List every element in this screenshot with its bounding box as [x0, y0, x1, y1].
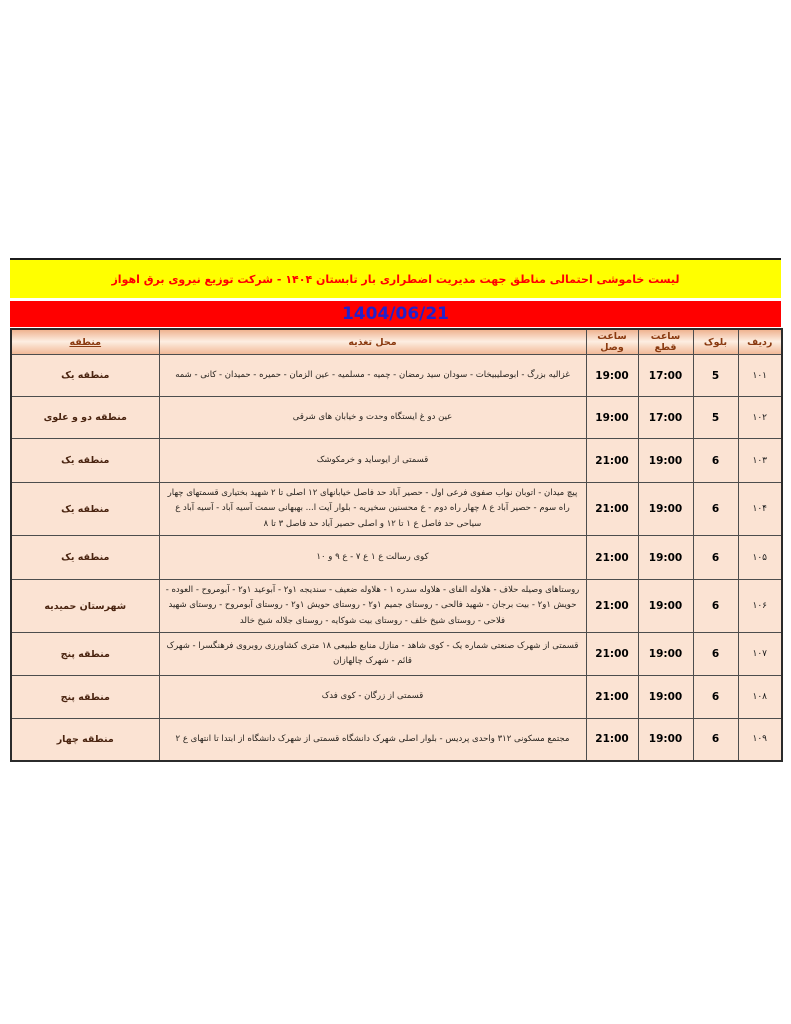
cut-time-cell: 19:00 [638, 676, 693, 719]
table-row [11, 580, 782, 633]
region-cell: منطقه دو و علوی [11, 397, 159, 439]
location-cell: مجتمع مسکونی ۳۱۲ واحدی پردیس - بلوار اصلی شهرک دانشگاه قسمتی از شهرک دانشگاه از ابتدا تا انتهای ع ۲ [159, 719, 586, 761]
region-cell: منطقه یک [11, 355, 159, 397]
restore-time-cell: 21:00 [586, 633, 638, 676]
row-number-cell: ۱۰۳ [738, 439, 782, 483]
block-cell: 6 [693, 439, 738, 483]
block-cell: 6 [693, 536, 738, 580]
table-row [11, 483, 782, 536]
region-cell: منطقه یک [11, 536, 159, 580]
date-banner: 1404/06/21 [10, 301, 781, 327]
restore-time-cell: 21:00 [586, 580, 638, 633]
region-cell: منطقه یک [11, 483, 159, 536]
table-row [11, 439, 782, 483]
location-cell: عین دو غ ایستگاه وحدت و خیابان های شرقی [159, 397, 586, 439]
block-cell: 5 [693, 355, 738, 397]
document-page [10, 258, 781, 762]
table-row [11, 397, 782, 439]
header-block: بلوک [693, 329, 738, 355]
region-cell: منطقه چهار [11, 719, 159, 761]
region-cell: منطقه پنج [11, 633, 159, 676]
block-cell: 6 [693, 483, 738, 536]
cut-time-cell: 19:00 [638, 633, 693, 676]
location-cell: پیچ میدان - اتوبان نواب صفوی فرعی اول - حصیر آباد حد فاصل خیابانهای ۱۲ اصلی تا ۲ شهید بختیاری قسمتهای چهار راه سوم - حصیر آباد ع ۸ چهار راه دوم - ع محسنین سخیریه - بلوار آیت ا... بهبهانی سمت آسیه آباد - آسیه آباد ع سیاحی حد فاصل ع ۱ تا ۱۲ و اصلی حصیر آباد حد فاصل ۳ تا ۸ [159, 483, 586, 536]
location-cell: قسمتی از زرگان - کوی فدک [159, 676, 586, 719]
cut-time-cell: 17:00 [638, 397, 693, 439]
header-cut-time: ساعت قطع [638, 329, 693, 355]
location-cell: غزالیه بزرگ - ابوصلیبیخات - سودان سید رمضان - چمیه - مسلمیه - عین الزمان - حمیره - حمیدان - کانی - شمه [159, 355, 586, 397]
cut-time-cell: 19:00 [638, 483, 693, 536]
region-cell: شهرستان حمیدیه [11, 580, 159, 633]
restore-time-cell: 21:00 [586, 676, 638, 719]
region-cell: منطقه یک [11, 439, 159, 483]
cut-time-cell: 19:00 [638, 580, 693, 633]
location-cell: قسمتی از شهرک صنعتی شماره یک - کوی شاهد - منازل منابع طبیعی ۱۸ متری کشاورزی روبروی فرهنگسرا - شهرک قائم - شهرک چالهازان [159, 633, 586, 676]
row-number-cell: ۱۰۸ [738, 676, 782, 719]
header-region: منطقه [11, 329, 159, 355]
restore-time-cell: 19:00 [586, 355, 638, 397]
cut-time-cell: 19:00 [638, 536, 693, 580]
restore-time-cell: 21:00 [586, 439, 638, 483]
row-number-cell: ۱۰۵ [738, 536, 782, 580]
table-header-row [11, 329, 782, 355]
table-row [11, 719, 782, 761]
table-row [11, 633, 782, 676]
location-cell: روستاهای وصیله حلاف - هلاوله الفای - هلاوله سدره ۱ - هلاوله ضعیف - سندیجه ۱و۲ - آبوعید ۱و۲ - آبومروح - العوده - حویش ۱و۲ - بیت برجان - شهید فالحی - روستای جمیم ۱و۲ - روستای حویش ۱و۲ - روستای آبومروح - روستای شهید فلاحی - روستای شیخ خلف - روستای بیت شوکایه - روستای جلاله شیخ خالد [159, 580, 586, 633]
location-cell: قسمتی از ایوساید و خرمکوشک [159, 439, 586, 483]
location-cell: کوی رسالت ع ۱ ع ۷ - ع ۹ و ۱۰ [159, 536, 586, 580]
row-number-cell: ۱۰۷ [738, 633, 782, 676]
document-title-banner: لیست خاموشی احتمالی مناطق جهت مدیریت اضطراری بار تابستان ۱۴۰۴ - شرکت توزیع نیروی برق اهواز [10, 258, 781, 298]
header-row-number: ردیف [738, 329, 782, 355]
restore-time-cell: 21:00 [586, 719, 638, 761]
row-number-cell: ۱۰۶ [738, 580, 782, 633]
header-restore-time: ساعت وصل [586, 329, 638, 355]
restore-time-cell: 19:00 [586, 397, 638, 439]
header-location: محل تغذیه [159, 329, 586, 355]
block-cell: 5 [693, 397, 738, 439]
block-cell: 6 [693, 580, 738, 633]
table-row [11, 676, 782, 719]
block-cell: 6 [693, 633, 738, 676]
row-number-cell: ۱۰۹ [738, 719, 782, 761]
row-number-cell: ۱۰۴ [738, 483, 782, 536]
table-row [11, 536, 782, 580]
row-number-cell: ۱۰۱ [738, 355, 782, 397]
restore-time-cell: 21:00 [586, 483, 638, 536]
cut-time-cell: 19:00 [638, 439, 693, 483]
cut-time-cell: 19:00 [638, 719, 693, 761]
region-cell: منطقه پنج [11, 676, 159, 719]
row-number-cell: ۱۰۲ [738, 397, 782, 439]
cut-time-cell: 17:00 [638, 355, 693, 397]
block-cell: 6 [693, 676, 738, 719]
table-body [11, 355, 782, 761]
restore-time-cell: 21:00 [586, 536, 638, 580]
outage-schedule-table [10, 328, 783, 762]
table-row [11, 355, 782, 397]
block-cell: 6 [693, 719, 738, 761]
